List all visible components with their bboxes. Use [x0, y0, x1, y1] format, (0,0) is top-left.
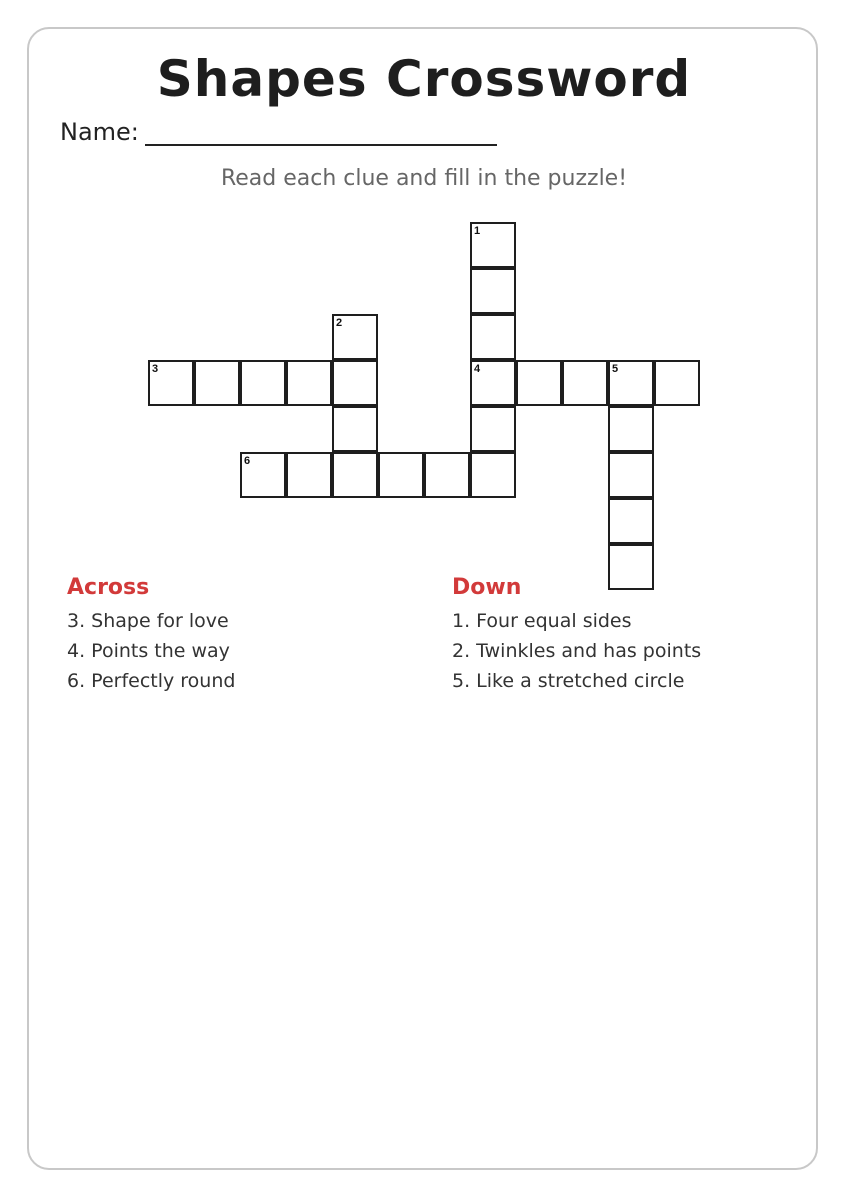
grid-cell[interactable] — [332, 406, 378, 452]
grid-cell[interactable] — [332, 314, 378, 360]
across-clue: 4. Points the way — [67, 640, 230, 662]
down-clues — [452, 575, 812, 696]
grid-cell[interactable] — [516, 360, 562, 406]
page-title: Shapes Crossword — [156, 50, 692, 108]
grid-cell[interactable] — [608, 452, 654, 498]
grid-cell[interactable] — [378, 452, 424, 498]
across-heading: Across — [67, 575, 150, 600]
grid-cell[interactable] — [470, 406, 516, 452]
grid-cell[interactable] — [194, 360, 240, 406]
grid-cell[interactable] — [470, 452, 516, 498]
clue-number: 5 — [612, 363, 619, 375]
grid-cell[interactable] — [470, 222, 516, 268]
grid-cell[interactable] — [470, 314, 516, 360]
clue-number: 6 — [244, 455, 251, 467]
grid-cell[interactable] — [148, 360, 194, 406]
clue-number: 4 — [474, 363, 481, 375]
grid-cell[interactable] — [470, 360, 516, 406]
grid-cell[interactable] — [286, 360, 332, 406]
grid-cell[interactable] — [608, 406, 654, 452]
grid-cell[interactable] — [608, 360, 654, 406]
grid-cell[interactable] — [240, 452, 286, 498]
grid-cell[interactable] — [470, 268, 516, 314]
grid-cell[interactable] — [562, 360, 608, 406]
across-clue: 3. Shape for love — [67, 610, 229, 632]
clue-number: 3 — [152, 363, 159, 375]
across-clue: 6. Perfectly round — [67, 670, 236, 692]
down-clue: 1. Four equal sides — [452, 610, 632, 632]
grid-cell[interactable] — [654, 360, 700, 406]
name-label: Name: — [60, 118, 139, 146]
grid-cell[interactable] — [332, 360, 378, 406]
grid-cell[interactable] — [424, 452, 470, 498]
clue-number: 2 — [336, 317, 343, 329]
instructions: Read each clue and fill in the puzzle! — [220, 166, 628, 191]
grid-cell[interactable] — [240, 360, 286, 406]
down-clue: 2. Twinkles and has points — [452, 640, 702, 662]
name-row — [60, 118, 497, 146]
grid-cell[interactable] — [332, 452, 378, 498]
grid-cell[interactable] — [608, 498, 654, 544]
clue-number: 1 — [474, 225, 481, 237]
across-clues — [67, 575, 427, 696]
down-clue: 5. Like a stretched circle — [452, 670, 685, 692]
name-field[interactable] — [145, 118, 497, 146]
down-heading: Down — [452, 575, 522, 600]
grid-cell[interactable] — [286, 452, 332, 498]
